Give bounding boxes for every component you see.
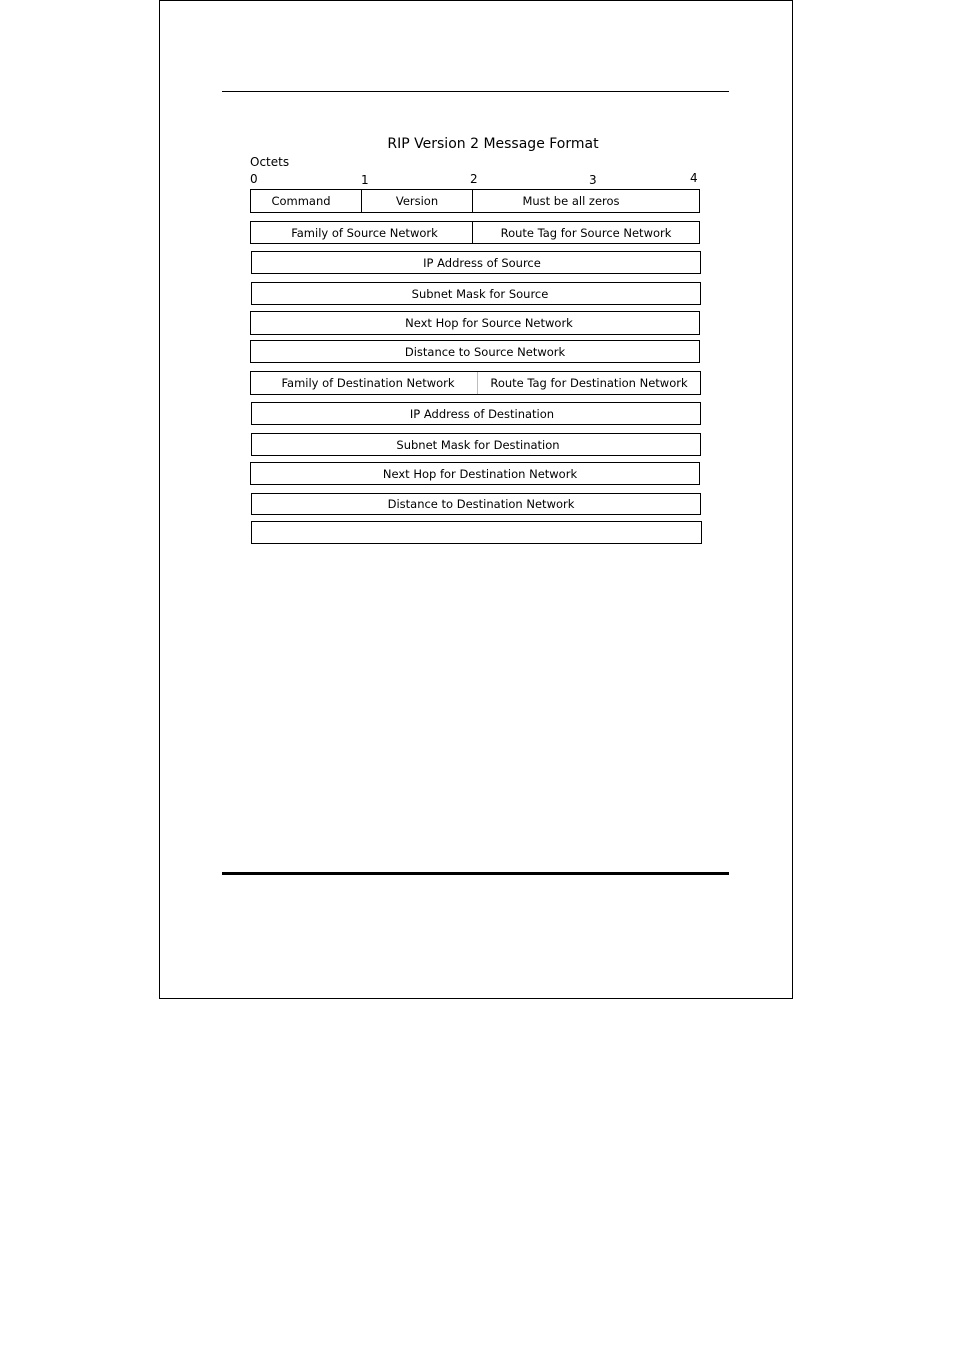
octet-tick-2: 2: [470, 172, 478, 186]
source-family-field: Family of Source Network: [291, 225, 438, 240]
source-ip-field: IP Address of Source: [423, 255, 541, 270]
source-ip-row: [251, 251, 701, 274]
destination-next-hop-field: Next Hop for Destination Network: [382, 466, 578, 481]
destination-mask-row: [251, 433, 701, 456]
destination-family-field: Family of Destination Network: [281, 376, 455, 390]
header-rule: [222, 91, 729, 92]
destination-family-row: [250, 371, 701, 395]
source-route-tag-field: Route Tag for Source Network: [472, 222, 699, 243]
version-field: Version: [361, 190, 472, 212]
octet-tick-4: 4: [690, 171, 698, 185]
octet-tick-1: 1: [361, 173, 369, 187]
destination-distance-field: Distance to Destination Network: [387, 497, 575, 511]
footer-rule: [222, 872, 729, 875]
destination-next-hop-row: [250, 462, 700, 485]
octet-tick-3: 3: [589, 173, 597, 187]
destination-distance-row: [251, 493, 701, 515]
source-mask-row: [251, 282, 701, 305]
command-field: Command: [271, 194, 331, 208]
empty-row: [251, 521, 702, 544]
source-next-hop-field: Next Hop for Source Network: [405, 316, 573, 330]
destination-ip-field: IP Address of Destination: [409, 406, 555, 421]
source-distance-row: [250, 340, 700, 363]
destination-ip-row: [251, 402, 701, 425]
empty-field: [252, 522, 701, 543]
destination-mask-field: Subnet Mask for Destination: [396, 437, 560, 452]
source-distance-field: Distance to Source Network: [404, 344, 566, 359]
source-mask-field: Subnet Mask for Source: [411, 286, 549, 301]
source-family-row: [250, 221, 700, 244]
destination-route-tag-field: Route Tag for Destination Network: [477, 372, 700, 394]
header-row: [250, 189, 700, 213]
octet-tick-0: 0: [250, 172, 258, 186]
octets-label: Octets: [250, 155, 290, 169]
zeros-field: Must be all zeros: [472, 190, 699, 212]
diagram-title: RIP Version 2 Message Format: [387, 136, 599, 152]
source-next-hop-row: [250, 311, 700, 335]
